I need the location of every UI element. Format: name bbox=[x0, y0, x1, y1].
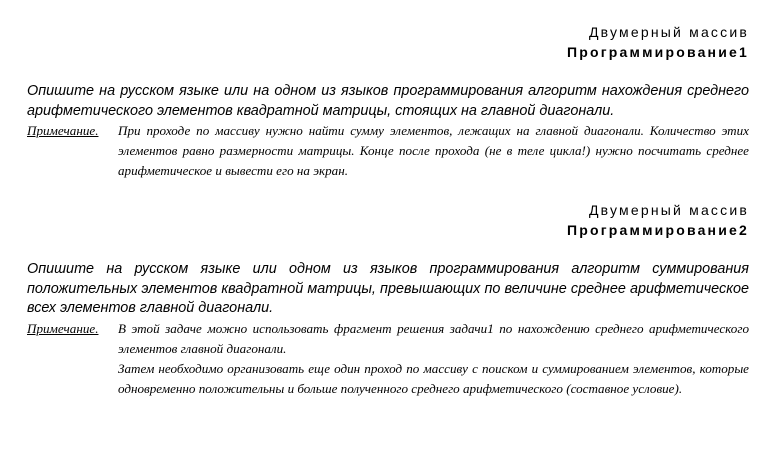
section-title: Программирование2 bbox=[566, 222, 749, 238]
section-header bbox=[27, 22, 749, 62]
document-page bbox=[27, 22, 749, 399]
note-paragraph: Затем необходимо организовать еще один проход по массиву с поиском и суммированием элементов, которые одновременно положительны и больше полученного среднего арифметического (составное условие). bbox=[118, 360, 749, 396]
task-section-2 bbox=[27, 200, 749, 399]
note-body bbox=[118, 121, 749, 181]
note-body bbox=[118, 319, 749, 399]
note-paragraph: При проходе по массиву нужно найти сумму элементов, лежащих на главной диагонали. Количество этих элементов равно размерности матрицы. Конце после прохода (не в теле цикла!) нужно посчитать среднее арифметическое и вывести его на экран. bbox=[118, 123, 749, 178]
note-block bbox=[27, 319, 749, 399]
note-paragraph: В этой задаче можно использовать фрагмент решения задачи1 по нахождению среднего арифметического элементов главной диагонали. bbox=[118, 320, 749, 356]
note-label: Примечание. bbox=[27, 123, 99, 138]
task-statement: Опишите на русском языке или на одном из языков программирования алгоритм нахождения среднего арифметического элементов квадратной матрицы, стоящих на главной диагонали. bbox=[27, 83, 749, 119]
section-topic: Двумерный массив bbox=[588, 202, 749, 218]
note-label: Примечание. bbox=[27, 320, 99, 336]
task-section-1 bbox=[27, 22, 749, 181]
note-block bbox=[27, 121, 749, 181]
section-topic: Двумерный массив bbox=[588, 24, 749, 40]
task-statement: Опишите на русском языке или одном из языков программирования алгоритм суммирования положительных элементов квадратной матрицы, превышающих по величине среднее арифметическое всех элементов главной диагонали. bbox=[27, 261, 749, 316]
section-header bbox=[27, 200, 749, 240]
section-title: Программирование1 bbox=[566, 44, 749, 60]
